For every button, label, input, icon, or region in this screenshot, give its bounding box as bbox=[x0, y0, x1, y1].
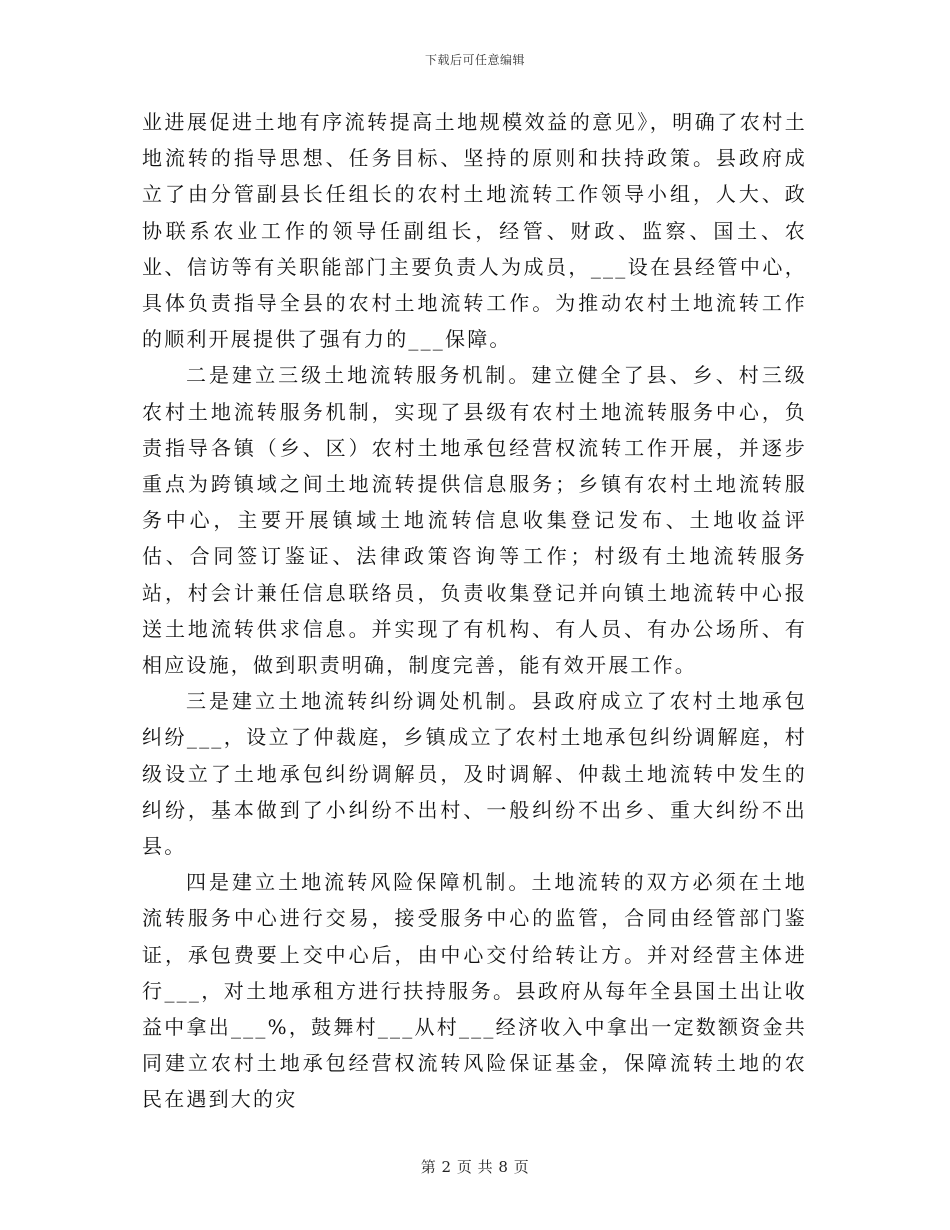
paragraph-service-mechanism: 二是建立三级土地流转服务机制。建立健全了县、乡、村三级农村土地流转服务机制，实现了县级有农村土地流转服务中心，负责指导各镇（乡、区）农村土地承包经营权流转工作开展，并逐步重点为跨镇域之间土地流转提供信息服务；乡镇有农村土地流转服务中心，主要开展镇域土地流转信息收集登记发布、土地收益评估、合同签订鉴证、法律政策咨询等工作；村级有土地流转服务站，村会计兼任信息联络员，负责收集登记并向镇土地流转中心报送土地流转供求信息。并实现了有机构、有人员、有办公场所、有相应设施，做到职责明确，制度完善，能有效开展工作。 bbox=[142, 363, 807, 678]
paragraph-risk-mechanism: 四是建立土地流转风险保障机制。土地流转的双方必须在土地流转服务中心进行交易，接受服务中心的监管，合同由经管部门鉴证，承包费要上交中心后，由中心交付给转让方。并对经营主体进行___，对土地承租方进行扶持服务。县政府从每年全县国土出让收益中拿出___%，鼓舞村___从村___经济收入中拿出一定数额资金共同建立农村土地承包经营权流转风险保证基金，保障流转土地的农民在遇到大的灾 bbox=[142, 870, 807, 1112]
page-header-note: 下载后可任意编辑 bbox=[424, 53, 525, 67]
paragraph-continuation: 业进展促进土地有序流转提高土地规模效益的意见》，明确了农村土地流转的指导思想、任务目标、坚持的原则和扶持政策。县政府成立了由分管副县长任组长的农村土地流转工作领导小组，人大、政协联系农业工作的领导任副组长，经管、财政、监察、国土、农业、信访等有关职能部门主要负责人为成员，___设在县经管中心，具体负责指导全县的农村土地流转工作。为推动农村土地流转工作的顺利开展提供了强有力的___保障。 bbox=[142, 110, 807, 352]
page-number-footer: 第 2 页 共 8 页 bbox=[420, 1158, 530, 1176]
document-body bbox=[142, 104, 807, 1118]
paragraph-dispute-mechanism: 三是建立土地流转纠纷调处机制。县政府成立了农村土地承包纠纷___，设立了仲裁庭，乡镇成立了农村土地承包纠纷调解庭，村级设立了土地承包纠纷调解员，及时调解、仲裁土地流转中发生的纠纷，基本做到了小纠纷不出村、一般纠纷不出乡、重大纠纷不出县。 bbox=[142, 689, 807, 859]
